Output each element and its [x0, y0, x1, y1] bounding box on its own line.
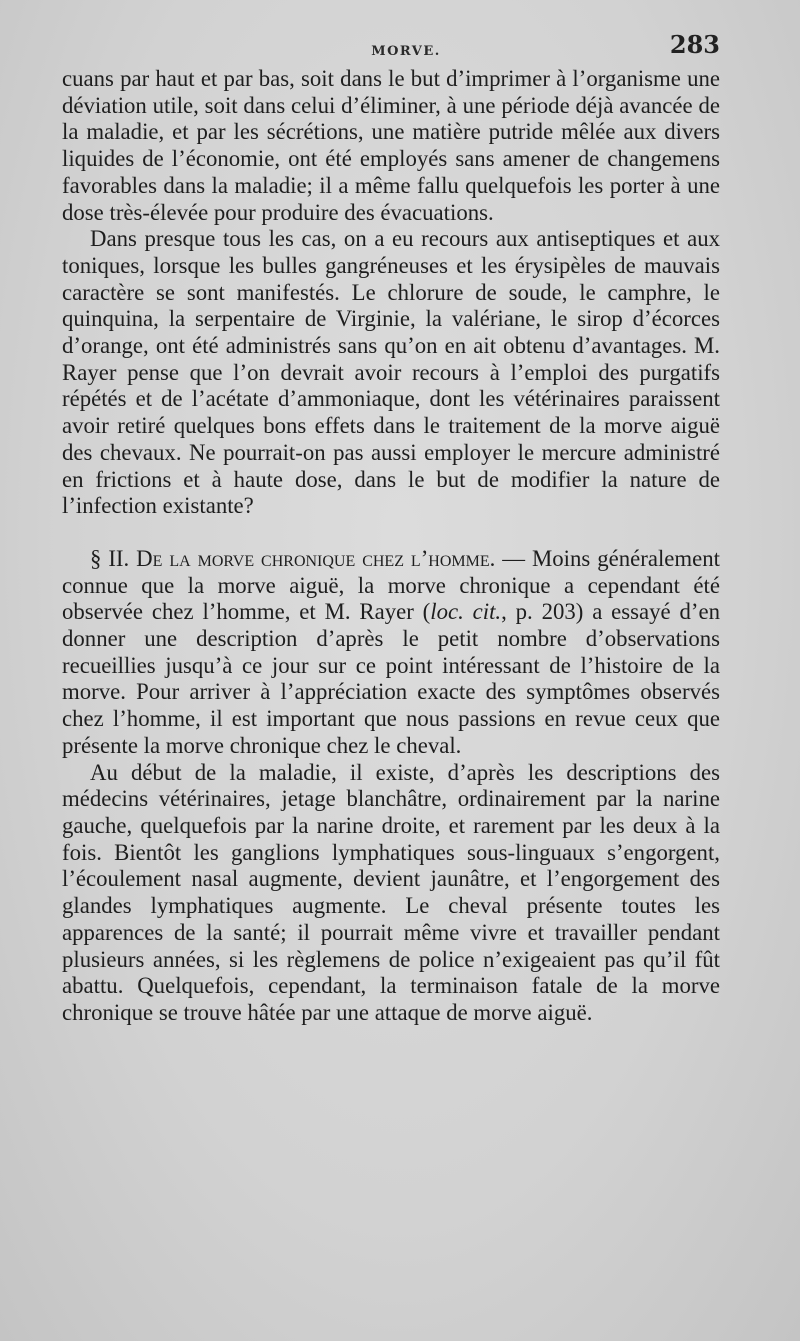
page-header	[62, 28, 720, 68]
paragraph-symptoms: Au début de la maladie, il existe, d’après les descriptions des médecins vétérinaires, jetage blanchâtre, ordinairement par la narine gauche, quelquefois par la narine droite, et rarement par les deux à la fois. Bientôt les ganglions lymphatiques sous-linguaux s’engorgent, l’écoulement nasal augmente, devient jaunâtre, et l’engorgement des glandes lymphatiques augmente. Le cheval présente toutes les apparences de la santé; il pourrait même vivre et travailler pendant plusieurs années, si les règlemens de police n’exigeaient pas qu’il fût abattu. Quelquefois, cependant, la terminaison fatale de la morve chronique se trouve hâtée par une attaque de morve aiguë.	[62, 759, 720, 1025]
section-heading: § II. De la morve chronique chez l’homme.	[90, 545, 496, 571]
section-paragraph	[62, 546, 720, 760]
paragraph-continuation: cuans par haut et par bas, soit dans le but d’imprimer à l’organisme une déviation utile, soit dans celui d’éliminer, à une période déjà avancée de la maladie, et par les sécrétions, une matière putride mêlée aux divers liquides de l’économie, ont été employés sans amener de changemens favorables dans la maladie; il a même fallu quelquefois les porter à une dose très-élevée pour produire des évacuations.	[62, 66, 720, 225]
paragraph-treatment: Dans presque tous les cas, on a eu recours aux antiseptiques et aux toniques, lorsque les bulles gangréneuses et les érysipèles de mauvais caractère se sont manifestés. Le chlorure de soude, le camphre, le quinquina, la serpentaire de Virginie, la valériane, le sirop d’écorces d’orange, ont été administrés sans qu’on en ait obtenu d’avantages. M. Rayer pense que l’on devrait avoir recours à l’emploi des purgatifs répétés et de l’acétate d’ammoniaque, dont les vétérinaires paraissent avoir retiré quelques bons effets dans le traitement de la morve aiguë des chevaux. Ne pourrait-on pas aussi employer le mercure administré en frictions et à haute dose, dans le but de modifier la nature de l’infection existante?	[62, 226, 720, 519]
citation: loc. cit.	[430, 599, 502, 625]
section-text-part-2: , p. 203) a essayé d’en donner une description d’après le petit nombre d’observations recueillies jusqu’à ce jour sur ce point intéressant de l’histoire de la morve. Pour arriver à l’appréciation exacte des symptômes observés chez l’homme, il est important que nous passions en revue ceux que présente la morve chronique chez le cheval.	[62, 599, 720, 758]
section-text-part-1: — Moins généralement connue que la morve aiguë, la morve chronique a cependant été observée chez l’homme, et M. Rayer (	[62, 545, 720, 625]
running-title: MORVE.	[371, 44, 441, 59]
body-text	[62, 66, 720, 1027]
page-number: 283	[669, 30, 720, 59]
